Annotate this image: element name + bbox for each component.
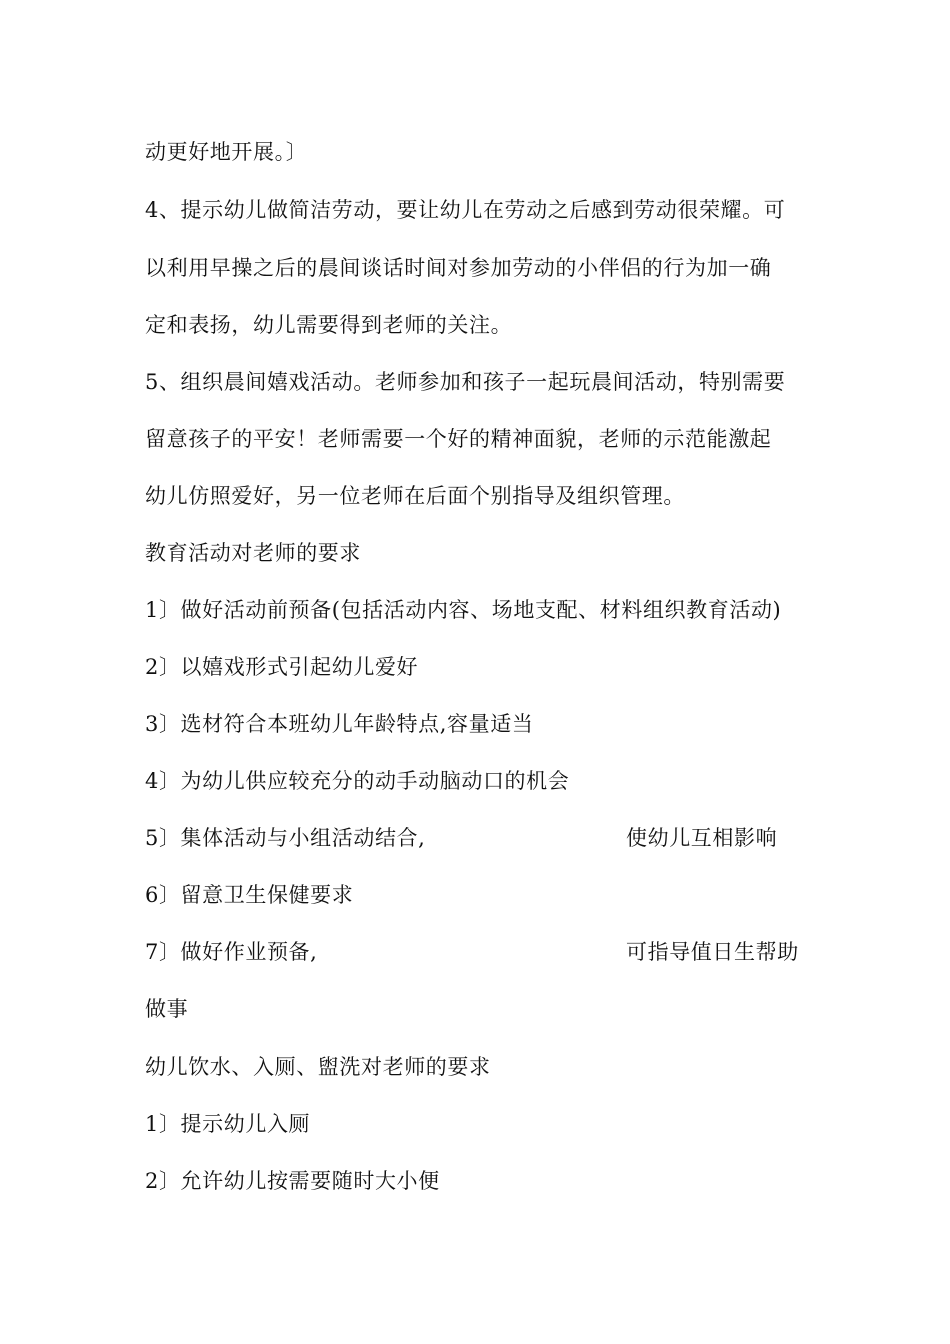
text-line-6: 留意孩子的平安！老师需要一个好的精神面貌，老师的示范能激起 <box>145 427 772 451</box>
list-item: 2〕允许幼儿按需要随时大小便 <box>145 1169 440 1193</box>
section-heading-hygiene: 幼儿饮水、入厕、盥洗对老师的要求 <box>145 1055 491 1079</box>
list-item: 1〕做好活动前预备(包括活动内容、场地支配、材料组织教育活动) <box>145 598 782 622</box>
list-item: 1〕提示幼儿入厕 <box>145 1112 311 1136</box>
list-item: 6〕留意卫生保健要求 <box>145 883 354 907</box>
text-line-2: 4、提示幼儿做简洁劳动，要让幼儿在劳动之后感到劳动很荣耀。可 <box>145 198 786 222</box>
list-item: 4〕为幼儿供应较充分的动手动脑动口的机会 <box>145 769 570 793</box>
section-heading-education: 教育活动对老师的要求 <box>145 541 361 565</box>
text-line-4: 定和表扬，幼儿需要得到老师的关注。 <box>145 313 513 337</box>
list-item: 2〕以嬉戏形式引起幼儿爱好 <box>145 655 419 679</box>
list-item-continuation: 使幼儿互相影响 <box>626 826 778 850</box>
list-item: 5〕集体活动与小组活动结合, <box>145 826 426 850</box>
text-line-3: 以利用早操之后的晨间谈话时间对参加劳动的小伴侣的行为加一确 <box>145 256 772 280</box>
text-line-5: 5、组织晨间嬉戏活动。老师参加和孩子一起玩晨间活动，特别需要 <box>145 370 786 394</box>
text-line-7: 幼儿仿照爱好，另一位老师在后面个别指导及组织管理。 <box>145 484 685 508</box>
list-item: 3〕选材符合本班幼儿年龄特点,容量适当 <box>145 712 534 736</box>
text-line-1: 动更好地开展。〕 <box>145 140 308 164</box>
list-item-continuation: 可指导值日生帮助 <box>626 940 799 964</box>
list-item: 7〕做好作业预备, <box>145 940 318 964</box>
text-line-wrap: 做事 <box>145 997 189 1021</box>
